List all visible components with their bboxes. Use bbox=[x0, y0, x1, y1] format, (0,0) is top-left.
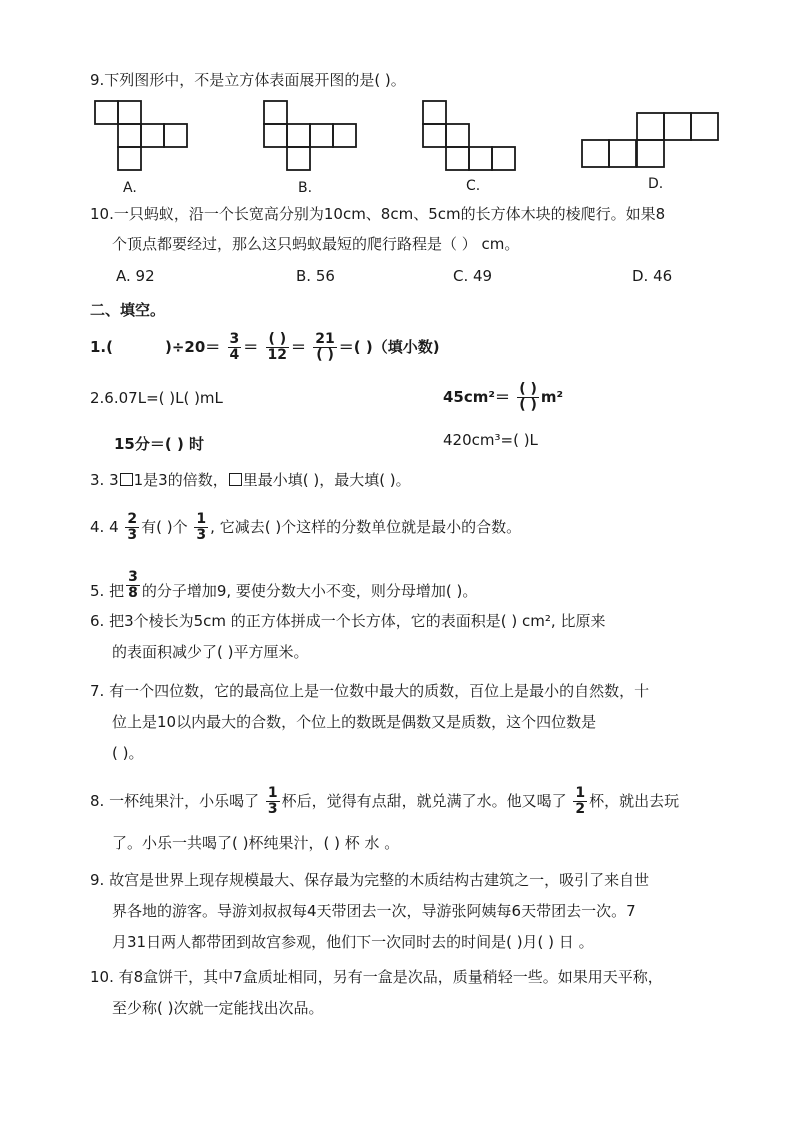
fill4-frac-num: 2 bbox=[127, 511, 138, 527]
fill1-frac1-den: 4 bbox=[229, 347, 240, 363]
q10-option-b: B. 56 bbox=[296, 267, 335, 285]
net-c-label: C. bbox=[466, 178, 481, 194]
fill3-row bbox=[90, 470, 411, 490]
fill2-area bbox=[443, 382, 563, 413]
fill8-frac2-num: 1 bbox=[575, 785, 586, 801]
fill2-volume: 420cm³=( )L bbox=[443, 431, 538, 449]
net-a-figure bbox=[95, 101, 195, 171]
fill1-prefix: 1.( bbox=[90, 338, 113, 356]
fill1-frac1 bbox=[228, 332, 242, 363]
fill9-line3: 月31日两人都带团到故宫参观，他们下一次同时去的时间是( )月( ) 日 。 bbox=[112, 933, 594, 951]
fill5-b: 的分子增加9, 要使分数大小不变，则分母增加( )。 bbox=[141, 582, 478, 600]
q10-option-a: A. 92 bbox=[116, 267, 155, 285]
fill5-frac-den: 8 bbox=[128, 585, 138, 601]
net-d-figure bbox=[582, 113, 722, 173]
fill8-frac2 bbox=[573, 786, 587, 817]
net-d-label: D. bbox=[648, 176, 664, 192]
fill2-liters: 2.6.07L=( )L( )mL bbox=[90, 389, 223, 407]
fill4-frac2 bbox=[194, 512, 208, 543]
fill7-line1: 7. 有一个四位数，它的最高位上是一位数中最大的质数，百位上是最小的自然数，十 bbox=[90, 682, 650, 700]
fill1-frac1-num: 3 bbox=[229, 331, 240, 347]
fill3-c: 里最小填( )，最大填( )。 bbox=[242, 471, 411, 489]
fill5-frac-num: 3 bbox=[128, 569, 138, 585]
fill2-area-frac bbox=[517, 382, 539, 413]
fill1-frac3-num: 21 bbox=[315, 331, 335, 347]
fill8-frac1-den: 3 bbox=[267, 801, 278, 817]
fill8-a: 8. 一杯纯果汁，小乐喝了 bbox=[90, 792, 260, 810]
digit-box bbox=[120, 473, 133, 486]
fill8-b: 杯后，觉得有点甜，就兑满了水。他又喝了 bbox=[281, 792, 567, 810]
digit-box bbox=[229, 473, 242, 486]
fill1-row bbox=[90, 332, 440, 363]
fill9-line1: 9. 故宫是世界上现存规模最大、保存最为完整的木质结构古建筑之一，吸引了来自世 bbox=[90, 871, 650, 889]
fill1-eq2: ＝ bbox=[291, 338, 307, 356]
fill2-area-unit: m² bbox=[540, 388, 564, 406]
q10-line2: 个顶点都要经过，那么这只蚂蚁最短的爬行路程是（ ） cm。 bbox=[112, 235, 520, 253]
fill6-line2: 的表面积减少了( )平方厘米。 bbox=[112, 643, 309, 661]
fill3-b: 1是3的倍数， bbox=[133, 471, 228, 489]
q10-option-c: C. 49 bbox=[453, 267, 493, 285]
q9-text: 9.下列图形中，不是立方体表面展开图的是( )。 bbox=[90, 71, 406, 89]
fill8-frac1 bbox=[266, 786, 280, 817]
fill2-area-left: 45cm²＝ bbox=[443, 388, 510, 406]
fill5-a: 5. 把 bbox=[90, 582, 125, 600]
fill5-row bbox=[90, 570, 477, 601]
section-title: 二、填空。 bbox=[90, 301, 166, 319]
fill8-line2: 了。小乐一共喝了( )杯纯果汁，( ) 杯 水 。 bbox=[112, 834, 400, 852]
net-c-figure bbox=[423, 101, 523, 171]
fill3-a: 3. 3 bbox=[90, 471, 119, 489]
fill1-frac2-num: ( ) bbox=[266, 332, 289, 348]
fill6-line1: 6. 把3个棱长为5cm 的正方体拼成一个长方体，它的表面积是( ) cm², 比原来 bbox=[90, 612, 606, 630]
fill7-line3: ( )。 bbox=[112, 744, 144, 762]
fill1-frac2 bbox=[266, 332, 289, 363]
fill1-frac3-den: ( ) bbox=[316, 347, 334, 363]
fill4-frac2-den: 3 bbox=[196, 527, 207, 543]
fill7-line2: 位上是10以内最大的合数，个位上的数既是偶数又是质数，这个四位数是 bbox=[112, 713, 597, 731]
fill1-div: )÷20＝ bbox=[165, 338, 221, 356]
fill1-frac3 bbox=[313, 332, 336, 363]
fill4-row bbox=[90, 512, 521, 543]
fill4-frac-den: 3 bbox=[127, 527, 138, 543]
fill2-area-num: ( ) bbox=[519, 381, 537, 397]
net-b-label: B. bbox=[298, 180, 313, 196]
fill1-eq1: ＝ bbox=[243, 338, 259, 356]
fill10-line2: 至少称( )次就一定能找出次品。 bbox=[112, 999, 324, 1017]
fill2-time: 15分＝( ) 时 bbox=[114, 435, 205, 453]
fill5-frac bbox=[126, 570, 140, 601]
q10-option-d: D. 46 bbox=[632, 267, 673, 285]
fill10-line1: 10. 有8盒饼干，其中7盒质址相同，另有一盒是次品，质量稍轻一些。如果用天平称， bbox=[90, 968, 663, 986]
fill4-frac bbox=[125, 512, 139, 543]
fill8-c: 杯，就出去玩 bbox=[589, 792, 680, 810]
fill1-end: ＝( )（填小数) bbox=[338, 338, 440, 356]
fill9-line2: 界各地的游客。导游刘叔叔每4天带团去一次，导游张阿姨每6天带团去一次。7 bbox=[112, 902, 636, 920]
fill4-a: 4. 4 bbox=[90, 518, 119, 536]
fill4-c: , 它减去( )个这样的分数单位就是最小的合数。 bbox=[210, 518, 522, 536]
fill4-b: 有( )个 bbox=[141, 518, 188, 536]
fill8-frac2-den: 2 bbox=[575, 801, 586, 817]
q10-line1: 10.一只蚂蚁，沿一个长宽高分别为10cm、8cm、5cm的长方体木块的棱爬行。如果8 bbox=[90, 205, 666, 223]
net-b-figure bbox=[264, 101, 364, 171]
fill8-line1 bbox=[90, 786, 679, 817]
fill4-frac2-num: 1 bbox=[196, 511, 207, 527]
net-a-label: A. bbox=[123, 180, 137, 196]
fill1-frac2-den: 12 bbox=[267, 347, 288, 363]
fill2-area-den: ( ) bbox=[519, 397, 537, 413]
fill8-frac1-num: 1 bbox=[267, 785, 278, 801]
